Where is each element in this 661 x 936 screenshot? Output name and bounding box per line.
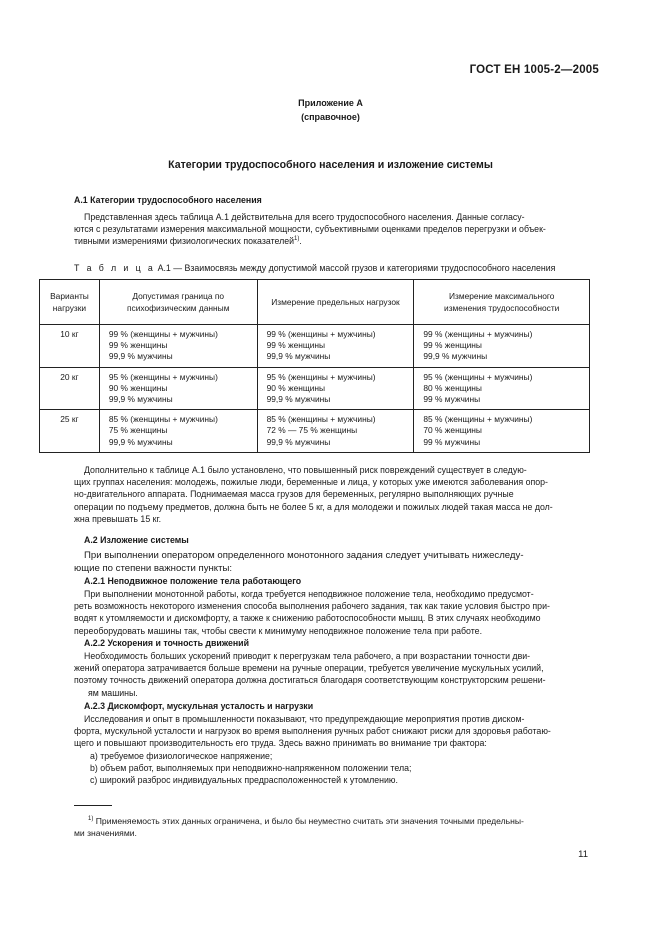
footnote-line: ми значениями. — [74, 828, 137, 838]
table-cell: 95 % (женщины + мужчины) 80 % женщины 99 % мужчины — [414, 367, 590, 410]
text-line: переоборудовать машины так, чтобы свести к минимуму неподвижное положение тела при работе. — [74, 625, 483, 636]
text-line: операции по подъему предметов, должна быть не более 5 кг, а для молодежи и пожилых людей такая масса не дол- — [74, 501, 553, 512]
text-line: жна превышать 15 кг. — [74, 513, 162, 524]
annex-heading — [0, 96, 661, 124]
annex-title: Приложение А — [298, 98, 363, 108]
section-a1-heading: А.1 Категории трудоспособного населения — [74, 195, 262, 205]
load-cell: 10 кг — [40, 325, 100, 368]
text-line: поэтому точность движений оператора должна достигаться благодаря соответствующим конструкторским решени- — [74, 675, 546, 686]
footnote-mark: 1) — [88, 816, 94, 823]
text-line: Представленная здесь таблица А.1 действительна для всего трудоспособного населения. Данные согласу- — [84, 212, 525, 222]
text-line: ям машины. — [88, 687, 138, 698]
subsection-a23 — [74, 701, 590, 786]
section-a1-text — [74, 211, 590, 248]
text-line: водят к утомляемости и дискомфорту, а также к снижению работоспособности мышц. В этих случаях необходимо — [74, 613, 541, 624]
text-line: Необходимость больших ускорений приводит к перегрузкам тела рабочего, а при возрастании точности дви- — [84, 651, 531, 661]
section-a2-heading: А.2 Изложение системы — [84, 535, 189, 545]
annex-subtitle: (справочное) — [301, 112, 360, 122]
table-cell: 99 % (женщины + мужчины) 99 % женщины 99,9 % мужчины — [99, 325, 257, 368]
section-a1 — [74, 195, 590, 205]
table-row — [40, 325, 590, 368]
table-cell: 85 % (женщины + мужчины) 75 % женщины 99,9 % мужчины — [99, 410, 257, 453]
footnote-divider — [74, 805, 112, 806]
text-line: реть возможность некоторого изменения способа выполнения рабочего задания, так как такие условия быстро при- — [74, 601, 550, 612]
text-line: Дополнительно к таблице А.1 было установлено, что повышенный риск повреждений существует в следую- — [84, 465, 527, 475]
header-cell-max-capacity: Измерение максимального изменения трудоспособности — [414, 280, 590, 325]
list-item: a) требуемое физиологическое напряжение; — [90, 750, 273, 761]
table-a1 — [39, 279, 590, 453]
table-cell: 95 % (женщины + мужчины) 90 % женщины 99,9 % мужчины — [99, 367, 257, 410]
footnote-mark: 1) — [294, 236, 300, 243]
load-cell: 25 кг — [40, 410, 100, 453]
header-cell-limit-loads: Измерение предельных нагрузок — [257, 280, 414, 325]
table-cell: 85 % (женщины + мужчины) 72 % — 75 % женщины 99,9 % мужчины — [257, 410, 414, 453]
table-row — [40, 367, 590, 410]
after-table-paragraph — [74, 464, 590, 525]
subsection-a21-heading: А.2.1 Неподвижное положение тела работающего — [84, 576, 302, 586]
text-line: щего и повышают производительность его труда. Здесь важно принимать во внимание три фактора: — [74, 738, 487, 749]
load-cell: 20 кг — [40, 367, 100, 410]
table-cell: 99 % (женщины + мужчины) 99 % женщины 99,9 % мужчины — [257, 325, 414, 368]
text-line: ющие по степени важности пункты: — [74, 563, 233, 574]
table-cell: 95 % (женщины + мужчины) 90 % женщины 99,9 % мужчины — [257, 367, 414, 410]
text-line: ются с результатами измерения максимальной мощности, субъективными оценками пределов перегрузки и объек- — [74, 224, 546, 235]
section-a2-intro — [74, 549, 590, 575]
page-number: 11 — [578, 849, 588, 860]
text-line: форта, мускульной усталости и нагрузок во время выполнения ручных работ снижают риски для здоровья работаю- — [74, 726, 551, 737]
header-cell-psychophysical: Допустимая граница по психофизическим данным — [99, 280, 257, 325]
table-row — [40, 410, 590, 453]
standard-code: ГОСТ ЕН 1005-2—2005 — [469, 64, 599, 76]
footnote-line: $^{1)}$ Применяемость этих данных ограничена, и было бы неуместно считать эти значения точными предельны- — [88, 816, 524, 826]
list-item: b) объем работ, выполняемых при неподвижно-напряженном положении тела; — [90, 762, 412, 773]
text-line: тивными измерениями физиологических показателей$^{1)}$. — [74, 236, 302, 247]
text-line: но-двигательного аппарата. Поднимаемая масса грузов для беременных, регулярно выполняющих ручные — [74, 489, 514, 500]
table-caption — [74, 263, 555, 273]
main-title: Категории трудоспособного населения и изложение системы — [168, 159, 493, 171]
table-caption-text: А.1 — Взаимосвязь между допустимой массой грузов и категориями трудоспособного населения — [155, 263, 556, 273]
table-cell: 99 % (женщины + мужчины) 99 % женщины 99,9 % мужчины — [414, 325, 590, 368]
text-line: При выполнении монотонной работы, когда требуется неподвижное положение тела, необходимо предусмот- — [84, 589, 534, 599]
table-cell: 85 % (женщины + мужчины) 70 % женщины 99 % мужчины — [414, 410, 590, 453]
section-a2 — [74, 535, 590, 545]
subsection-a22 — [74, 638, 590, 699]
subsection-a21 — [74, 576, 590, 637]
footnote — [74, 815, 590, 839]
text-line: Исследования и опыт в промышленности показывают, что предупреждающие мероприятия против диском- — [84, 714, 525, 724]
header-cell-load: Варианты нагрузки — [40, 280, 100, 325]
list-item: c) широкий разброс индивидуальных предрасположенностей к утомлению. — [90, 775, 398, 786]
text-line: При выполнении оператором определенного монотонного задания следует учитывать нижеследу- — [84, 550, 524, 561]
subsection-a23-heading: А.2.3 Дискомфорт, мускульная усталость и нагрузки — [84, 701, 314, 711]
text-line: жений оператора затрачивается больше времени на ручные операции, требуется увеличение мускульных усилий, — [74, 663, 544, 674]
table-caption-prefix: Т а б л и ц а — [74, 263, 156, 273]
subsection-a22-heading: А.2.2 Ускорения и точность движений — [84, 638, 249, 648]
text-line: щих группах населения: молодежь, пожилые люди, беременные и лица, у которых уже имеются заболевания опор- — [74, 477, 548, 488]
table-header-row — [40, 280, 590, 325]
